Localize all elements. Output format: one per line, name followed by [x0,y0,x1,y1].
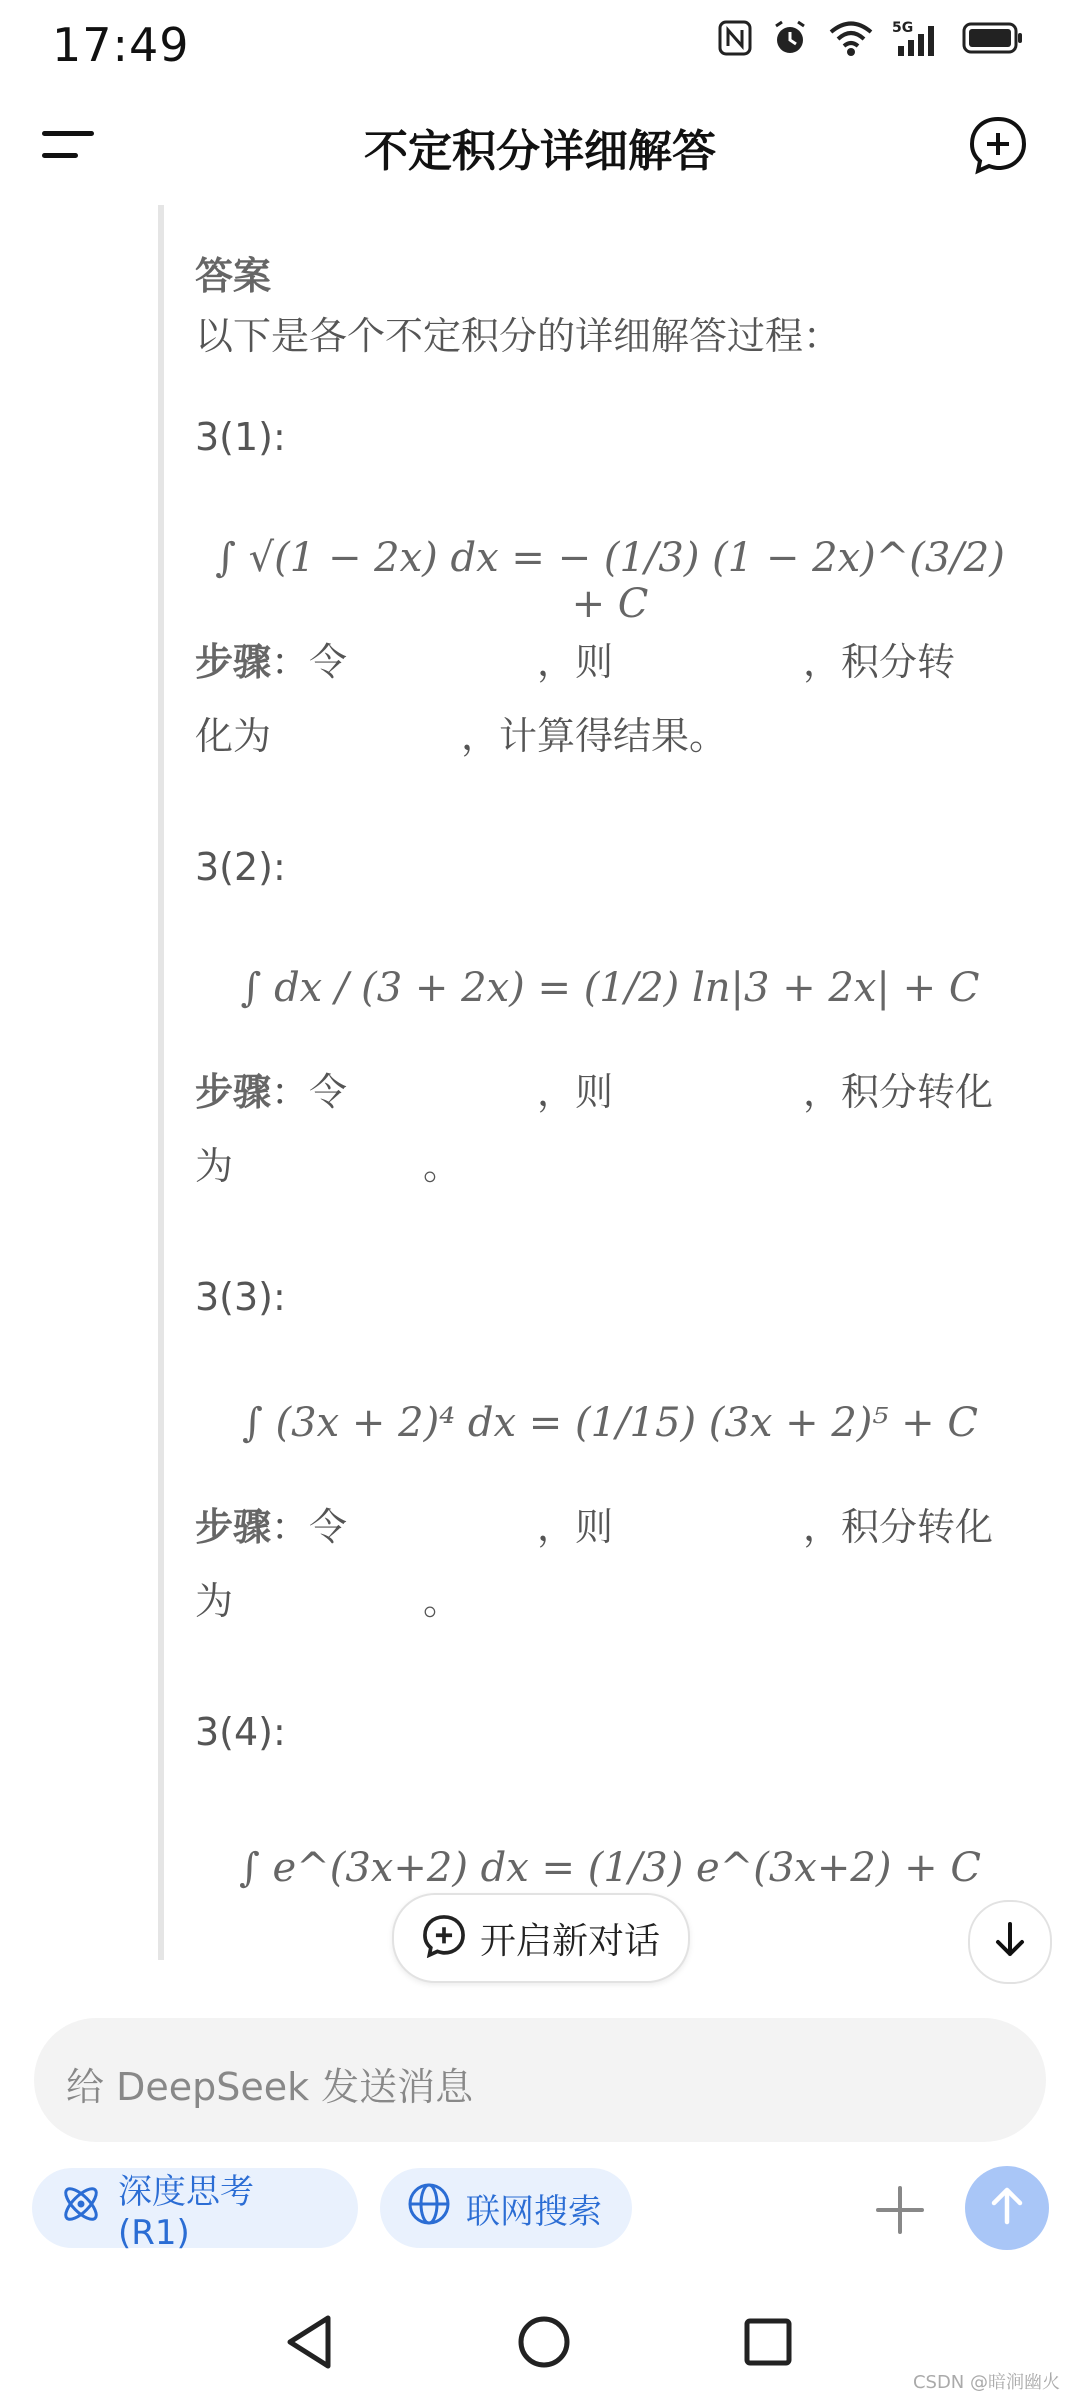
message-input-placeholder: 给 DeepSeek 发送消息 [66,2065,474,2109]
plus-icon[interactable] [870,2180,930,2240]
step-text [195,1055,1025,1203]
step-label: 步骤 [195,1505,272,1549]
arrow-up-icon [985,2184,1029,2232]
network-label: 5G [892,20,914,36]
atom-icon [58,2181,104,2236]
web-search-label: 联网搜索 [466,2191,602,2232]
step-line2: 化为 ，计算得结果。 [195,714,728,758]
back-icon[interactable] [278,2310,342,2374]
section-label: 3(2): [195,845,286,889]
formula: ∫ √(1 − 2x) dx = − (1/3) (1 − 2x)^(3/2) + C [215,535,1005,627]
step-text [195,1490,1025,1638]
arrow-down-icon [990,1920,1030,1964]
answer-heading: 答案 [195,254,272,298]
message-input[interactable] [34,2018,1046,2142]
formula: ∫ e^(3x+2) dx = (1/3) e^(3x+2) + C [239,1845,981,1891]
battery-icon [962,20,1024,56]
send-button[interactable] [965,2166,1049,2250]
scroll-down-button[interactable] [968,1900,1052,1984]
chat-content[interactable] [0,205,1080,1960]
thinking-quote-bar [158,205,164,1960]
status-time: 17:49 [52,18,190,72]
step-label: 步骤 [195,640,272,684]
step-line1: ：令 ，则 ，积分转 [271,640,956,684]
step-text [195,625,1025,773]
alarm-icon [770,18,810,58]
step-line1: ：令 ，则 ，积分转化 [271,1070,994,1114]
formula: ∫ (3x + 2)⁴ dx = (1/15) (3x + 2)⁵ + C [242,1400,978,1446]
section-label: 3(3): [195,1275,286,1319]
step-line2: 为 。 [195,1144,462,1188]
status-icons [718,18,1024,58]
new-chat-icon[interactable] [968,115,1028,175]
status-bar [0,0,1080,90]
answer-intro: 以下是各个不定积分的详细解答过程： [195,314,842,358]
app-header [0,95,1080,195]
new-chat-button[interactable] [392,1893,690,1983]
formula: ∫ dx / (3 + 2x) = (1/2) ln|3 + 2x| + C [240,965,980,1011]
page-title: 不定积分详细解答 [364,126,716,177]
step-line1: ：令 ，则 ，积分转化 [271,1505,994,1549]
deepthink-label: 深度思考 (R1) [118,2171,254,2253]
section-label: 3(4): [195,1710,286,1754]
signal-icon [892,18,944,58]
step-label: 步骤 [195,1070,272,1114]
new-chat-label: 开启新对话 [479,1920,660,1962]
globe-icon [406,2181,452,2236]
home-icon[interactable] [512,2310,576,2374]
wifi-icon [828,19,874,57]
recent-icon[interactable] [738,2312,798,2372]
web-search-toggle[interactable] [380,2168,632,2248]
nfc-icon [718,18,752,58]
section-label: 3(1): [195,415,286,459]
new-chat-icon [422,1914,466,1962]
deepthink-toggle[interactable] [32,2168,358,2253]
step-line2: 为 。 [195,1579,462,1623]
watermark: CSDN @暗涧幽火 [912,2372,1060,2393]
